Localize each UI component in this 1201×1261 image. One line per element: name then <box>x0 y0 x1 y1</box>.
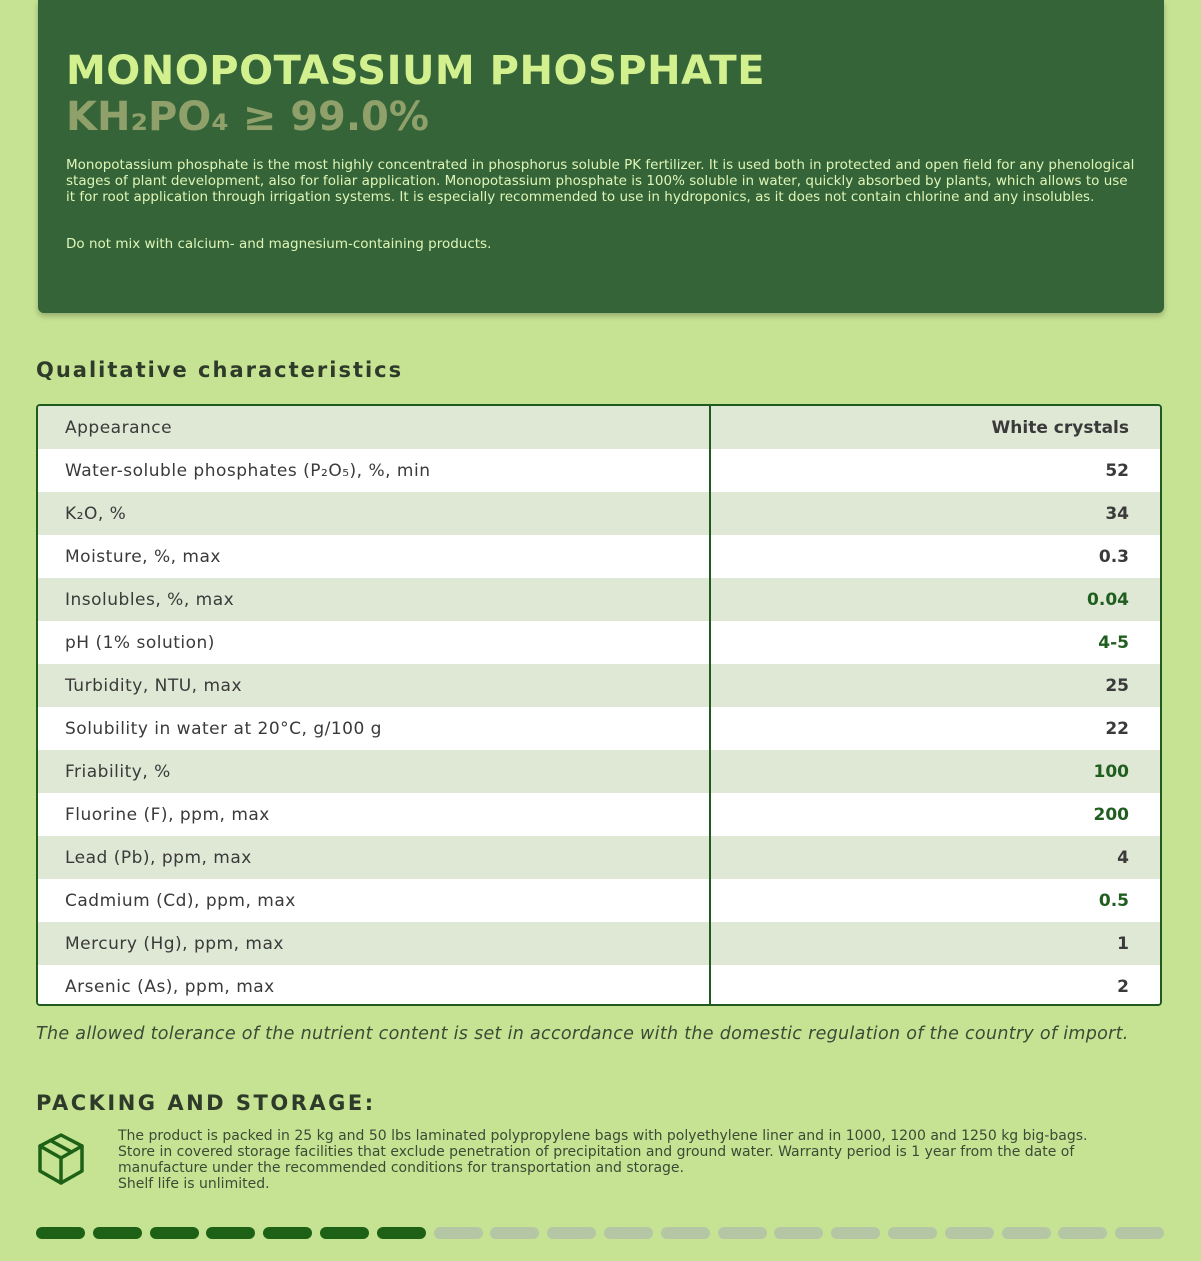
pager-segment[interactable] <box>206 1227 255 1239</box>
tolerance-note: The allowed tolerance of the nutrient content is set in accordance with the domestic regulation of the country of import. <box>36 1024 1129 1044</box>
packing-heading: PACKING AND STORAGE: <box>36 1091 376 1115</box>
row-label: Fluorine (F), ppm, max <box>65 804 270 825</box>
pager-segment[interactable] <box>150 1227 199 1239</box>
pager-segment[interactable] <box>831 1227 880 1239</box>
row-value: 0.5 <box>1098 890 1129 911</box>
packing-line: The product is packed in 25 kg and 50 lbs laminated polypropylene bags with polyethylene liner and in 1000, 1200 and 1250 kg big-bags. <box>118 1128 1088 1144</box>
row-value: 4-5 <box>1098 632 1129 653</box>
product-description: Monopotassium phosphate is the most highly concentrated in phosphorus soluble PK fertilizer. It is used both in protected and open field for any phenological stages of plant development, also for foliar application. Monopotassium phosphate is 100% soluble in water, quickly absorbed by plants, which allows to use it for root application through irrigation systems. It is especially recommended to use in hydroponics, as it does not contain chlorine and any insolubles. <box>66 157 1135 205</box>
pager-segment[interactable] <box>263 1227 312 1239</box>
table-row <box>38 836 1160 879</box>
table-row <box>38 707 1160 750</box>
table-row <box>38 578 1160 621</box>
table-row <box>38 750 1160 793</box>
table-row <box>38 793 1160 836</box>
row-value: 0.04 <box>1087 589 1129 610</box>
table-row <box>38 492 1160 535</box>
pager-segment[interactable] <box>320 1227 369 1239</box>
row-value: 4 <box>1117 847 1129 868</box>
row-label: Insolubles, %, max <box>65 589 235 610</box>
row-value: 1 <box>1117 933 1129 954</box>
row-value: White crystals <box>991 417 1129 438</box>
row-value: 25 <box>1105 675 1129 696</box>
row-label: K₂O, % <box>65 503 127 524</box>
pager-segment[interactable] <box>36 1227 85 1239</box>
pager-segment[interactable] <box>547 1227 596 1239</box>
table-row <box>38 922 1160 965</box>
row-label: Turbidity, NTU, max <box>65 675 243 696</box>
row-label: Lead (Pb), ppm, max <box>65 847 252 868</box>
row-label: pH (1% solution) <box>65 632 215 653</box>
row-value: 52 <box>1105 460 1129 481</box>
row-label: Arsenic (As), ppm, max <box>65 976 275 997</box>
pager-segment[interactable] <box>377 1227 426 1239</box>
packing-text <box>118 1128 1168 1192</box>
pager-segment[interactable] <box>661 1227 710 1239</box>
package-box-icon <box>36 1132 86 1186</box>
packing-line: Store in covered storage facilities that exclude penetration of precipitation and ground water. Warranty period is 1 year from the date of manufacture under the recommended conditions for transportation and storage. <box>118 1144 1075 1176</box>
column-divider <box>709 406 711 1004</box>
row-value: 200 <box>1093 804 1129 825</box>
table-row <box>38 879 1160 922</box>
product-header <box>38 0 1164 313</box>
row-label: Appearance <box>65 417 173 438</box>
pager-segment[interactable] <box>434 1227 483 1239</box>
row-label: Water-soluble phosphates (P₂O₅), %, min <box>65 460 431 481</box>
characteristics-heading: Qualitative characteristics <box>36 358 404 382</box>
table-row <box>38 664 1160 707</box>
pager-segment[interactable] <box>1002 1227 1051 1239</box>
row-label: Solubility in water at 20°C, g/100 g <box>65 718 382 739</box>
page-progress-indicator <box>36 1227 1162 1241</box>
row-label: Mercury (Hg), ppm, max <box>65 933 284 954</box>
pager-segment[interactable] <box>490 1227 539 1239</box>
row-label: Moisture, %, max <box>65 546 221 567</box>
pager-segment[interactable] <box>93 1227 142 1239</box>
table-row <box>38 965 1160 1006</box>
packing-line: Shelf life is unlimited. <box>118 1176 270 1192</box>
row-value: 2 <box>1117 976 1129 997</box>
characteristics-table <box>36 404 1162 1006</box>
pager-segment[interactable] <box>1115 1227 1164 1239</box>
pager-segment[interactable] <box>774 1227 823 1239</box>
product-mixing-note: Do not mix with calcium- and magnesium-containing products. <box>66 236 492 252</box>
table-row <box>38 449 1160 492</box>
row-value: 34 <box>1105 503 1129 524</box>
pager-segment[interactable] <box>945 1227 994 1239</box>
pager-segment[interactable] <box>718 1227 767 1239</box>
row-value: 0.3 <box>1098 546 1129 567</box>
product-title: MONOPOTASSIUM PHOSPHATE <box>66 48 766 94</box>
table-row <box>38 621 1160 664</box>
row-label: Friability, % <box>65 761 171 782</box>
table-row <box>38 406 1160 449</box>
pager-segment[interactable] <box>604 1227 653 1239</box>
pager-segment[interactable] <box>1058 1227 1107 1239</box>
row-label: Cadmium (Cd), ppm, max <box>65 890 296 911</box>
product-formula: KH₂PO₄ ≥ 99.0% <box>66 94 429 140</box>
row-value: 22 <box>1105 718 1129 739</box>
pager-segment[interactable] <box>888 1227 937 1239</box>
characteristics-rows <box>38 406 1160 1006</box>
row-value: 100 <box>1093 761 1129 782</box>
table-row <box>38 535 1160 578</box>
